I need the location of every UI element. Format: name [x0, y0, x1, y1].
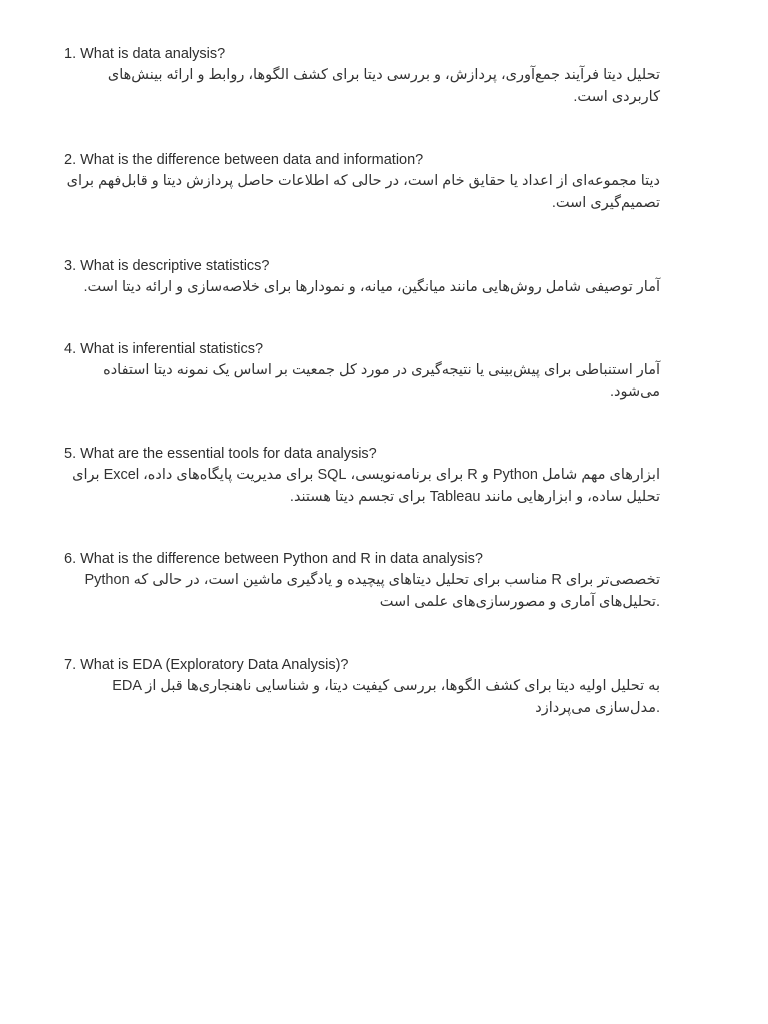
answer-4: آمار استنباطی برای پیش‌بینی یا نتیجه‌گیری در مورد کل جمعیت بر اساس یک نمونه دیتا استفاده می‌شود.	[103, 362, 660, 400]
question-3: 3. What is descriptive statistics?	[64, 258, 270, 274]
qa-block-1	[64, 44, 664, 108]
qa-block-4	[64, 339, 664, 403]
answer-5: ابزارهای مهم شامل Python و R برای برنامه‌نویسی، SQL برای مدیریت پایگاه‌های داده، Excel برای تحلیل ساده، و ابزارهایی مانند Tableau برای تجسم دیتا هستند.	[72, 467, 660, 505]
answer-1: تحلیل دیتا فرآیند جمع‌آوری، پردازش، و بررسی دیتا برای کشف الگوها، روابط و ارائه بینش‌های کاربردی است.	[107, 67, 660, 105]
question-5: 5. What are the essential tools for data analysis?	[64, 446, 377, 462]
qa-block-5	[64, 444, 664, 508]
qa-block-7	[64, 655, 664, 719]
qa-block-3	[64, 256, 664, 298]
qa-block-6	[64, 549, 664, 613]
question-7: 7. What is EDA (Exploratory Data Analysis)?	[64, 657, 349, 673]
question-6: 6. What is the difference between Python and R in data analysis?	[64, 551, 483, 567]
question-1: 1. What is data analysis?	[64, 46, 226, 62]
qa-block-2	[64, 150, 664, 214]
answer-7: EDA به تحلیل اولیه دیتا برای کشف الگوها، بررسی کیفیت دیتا، و شناسایی ناهنجاری‌ها قبل از مدل‌سازی می‌پردازد.	[112, 678, 660, 716]
answer-2: دیتا مجموعه‌ای از اعداد یا حقایق خام است، در حالی که اطلاعات حاصل پردازش دیتا و قابل‌فهم برای تصمیم‌گیری است.	[66, 173, 660, 211]
answer-3: آمار توصیفی شامل روش‌هایی مانند میانگین، میانه، و نمودارها برای خلاصه‌سازی و ارائه دیتا است.	[83, 279, 660, 295]
question-4: 4. What is inferential statistics?	[64, 341, 264, 357]
question-2: 2. What is the difference between data and information?	[64, 152, 424, 168]
answer-6: Python مناسب برای تحلیل دیتاهای پیچیده و یادگیری ماشین است، در حالی که R تخصصی‌تر برای تحلیل‌های آماری و مصورسازی‌های علمی است.	[84, 572, 660, 610]
